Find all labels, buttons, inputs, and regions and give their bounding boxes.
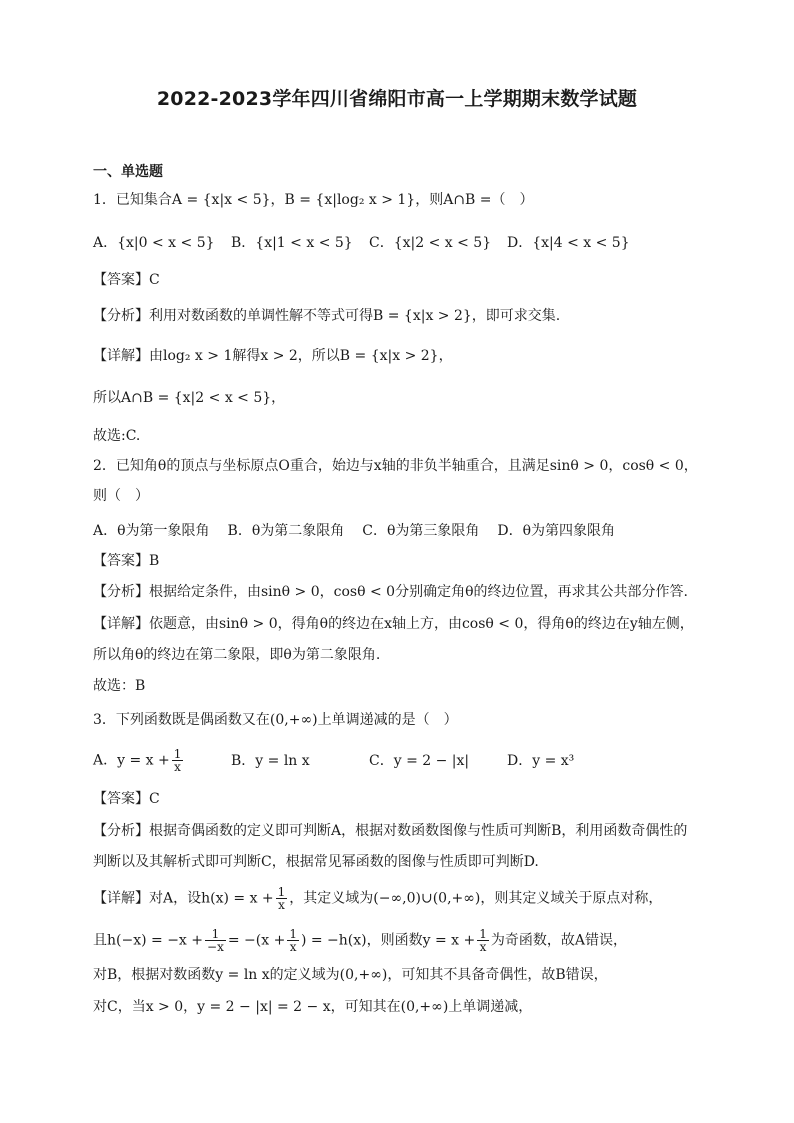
q2-option-b: B．θ为第二象限角 [227,523,345,539]
q2-detail-line-2: 所以角θ的终边在第二象限，即θ为第二象限角. [93,647,381,663]
fraction [205,928,226,953]
detail-text: 且h(−x) = −x + [93,932,204,949]
answer-value: C [149,272,160,288]
q2-options [93,520,633,540]
q3-options [93,748,574,773]
answer-tag: 【答案】 [93,791,149,807]
q3-detail-line-3: 对B，根据对数函数y = ln x的定义域为(0,+∞)，可知其不具备奇偶性，故B错误， [93,967,608,983]
detail-tag: 【详解】 [93,890,149,907]
numerator: 1 [479,927,487,941]
q3-detail-line-4: 对C，当x > 0，y = 2 − |x| = 2 − x，可知其在(0,+∞)上单调递减， [93,999,533,1015]
analysis-text: 利用对数函数的单调性解不等式可得B = {x|x > 2}，即可求交集. [149,308,561,324]
analysis-text: 根据给定条件，由sinθ > 0，cosθ < 0分别确定角θ的终边位置，再求其公共部分作答. [149,584,688,600]
detail-text: (x + [255,932,286,949]
q1-answer [93,270,160,290]
detail-text: 对A，设h(x) = x + [149,890,274,907]
q2-stem-line-2: 则（ ） [93,488,149,504]
numerator: 1 [289,927,297,941]
detail-tag: 【详解】 [93,348,149,364]
q2-conclusion: 故选：B [93,678,146,694]
denominator: x [174,760,181,774]
detail-text: ，其定义域为(−∞,0)∪(0,+∞)，则其定义域关于原点对称， [289,890,663,907]
q1-option-a: A．{x|0 < x < 5} [93,235,215,251]
fraction [287,928,299,953]
section-heading: 一、单选题 [93,164,163,180]
q3-option-b: B．y = ln x [231,752,310,769]
q3-option-d: D．y = x³ [507,752,575,769]
q1-detail-line-2: 所以A∩B = {x|2 < x < 5}， [93,390,286,406]
q3-stem: 3．下列函数既是偶函数又在(0,+∞)上单调递减的是（ ） [93,712,458,728]
q3-option-a-expr: y = x + [117,752,170,769]
analysis-tag: 【分析】 [93,584,149,600]
fraction [276,886,288,911]
q1-options [93,232,630,252]
answer-tag: 【答案】 [93,272,149,288]
q2-answer [93,551,159,571]
fraction [477,928,489,953]
q2-stem-line-1: 2．已知角θ的顶点与坐标原点O重合，始边与x轴的非负半轴重合，且满足sinθ > 0，cosθ < 0， [93,458,698,474]
detail-text: = − [227,932,256,949]
q3-analysis-line-2: 判断以及其解析式即可判断C，根据常见幂函数的图像与性质即可判断D. [93,854,539,870]
answer-value: C [149,791,160,807]
answer-value: B [149,553,160,569]
q3-analysis-line-1 [93,821,687,841]
detail-text: 依题意，由sinθ > 0，得角θ的终边在x轴上方，由cosθ < 0，得角θ的终边在y轴左侧， [149,616,694,632]
detail-text: 由log₂ x > 1解得x > 2，所以B = {x|x > 2}， [149,348,453,364]
q2-option-c: C．θ为第三象限角 [362,523,480,539]
q1-analysis [93,306,560,326]
denominator: x [479,940,487,954]
q2-option-a: A．θ为第一象限角 [93,523,210,539]
denominator: −x [207,940,224,954]
numerator: 1 [173,747,182,761]
denominator: x [289,940,297,954]
denominator: x [278,898,285,912]
numerator: 1 [277,885,286,899]
q1-option-b: B．{x|1 < x < 5} [231,235,353,251]
page-title: 2022-2023学年四川省绵阳市高一上学期期末数学试题 [156,88,638,110]
analysis-tag: 【分析】 [93,823,149,839]
q1-option-c: C．{x|2 < x < 5} [369,235,492,251]
q2-option-d: D．θ为第四象限角 [497,523,616,539]
analysis-text: 根据奇偶函数的定义即可判断A，根据对数函数图像与性质可判断B，利用函数奇偶性的 [149,823,688,839]
q1-conclusion: 故选:C. [93,428,141,444]
q1-stem: 1．已知集合A = {x|x < 5}，B = {x|log₂ x > 1}，则A∩B =（ ） [93,192,534,208]
analysis-tag: 【分析】 [93,308,149,324]
detail-text: ) = −h(x)，则函数y = x + [300,932,476,949]
q3-option-a-label: A． [93,752,118,769]
numerator: 1 [205,928,226,941]
q2-analysis [93,582,688,602]
q3-detail-line-2 [93,928,627,953]
q3-answer [93,789,160,809]
detail-tag: 【详解】 [93,616,149,632]
q1-option-d: D．{x|4 < x < 5} [507,235,630,251]
q3-option-a [93,748,231,773]
q1-detail-line-1 [93,346,453,366]
answer-tag: 【答案】 [93,553,149,569]
q2-detail-line-1 [93,614,694,634]
fraction [172,748,184,773]
q3-detail-line-1 [93,886,662,911]
detail-text: 为奇函数，故A错误， [490,932,627,949]
q3-option-c: C．y = 2 − |x| [369,752,470,769]
